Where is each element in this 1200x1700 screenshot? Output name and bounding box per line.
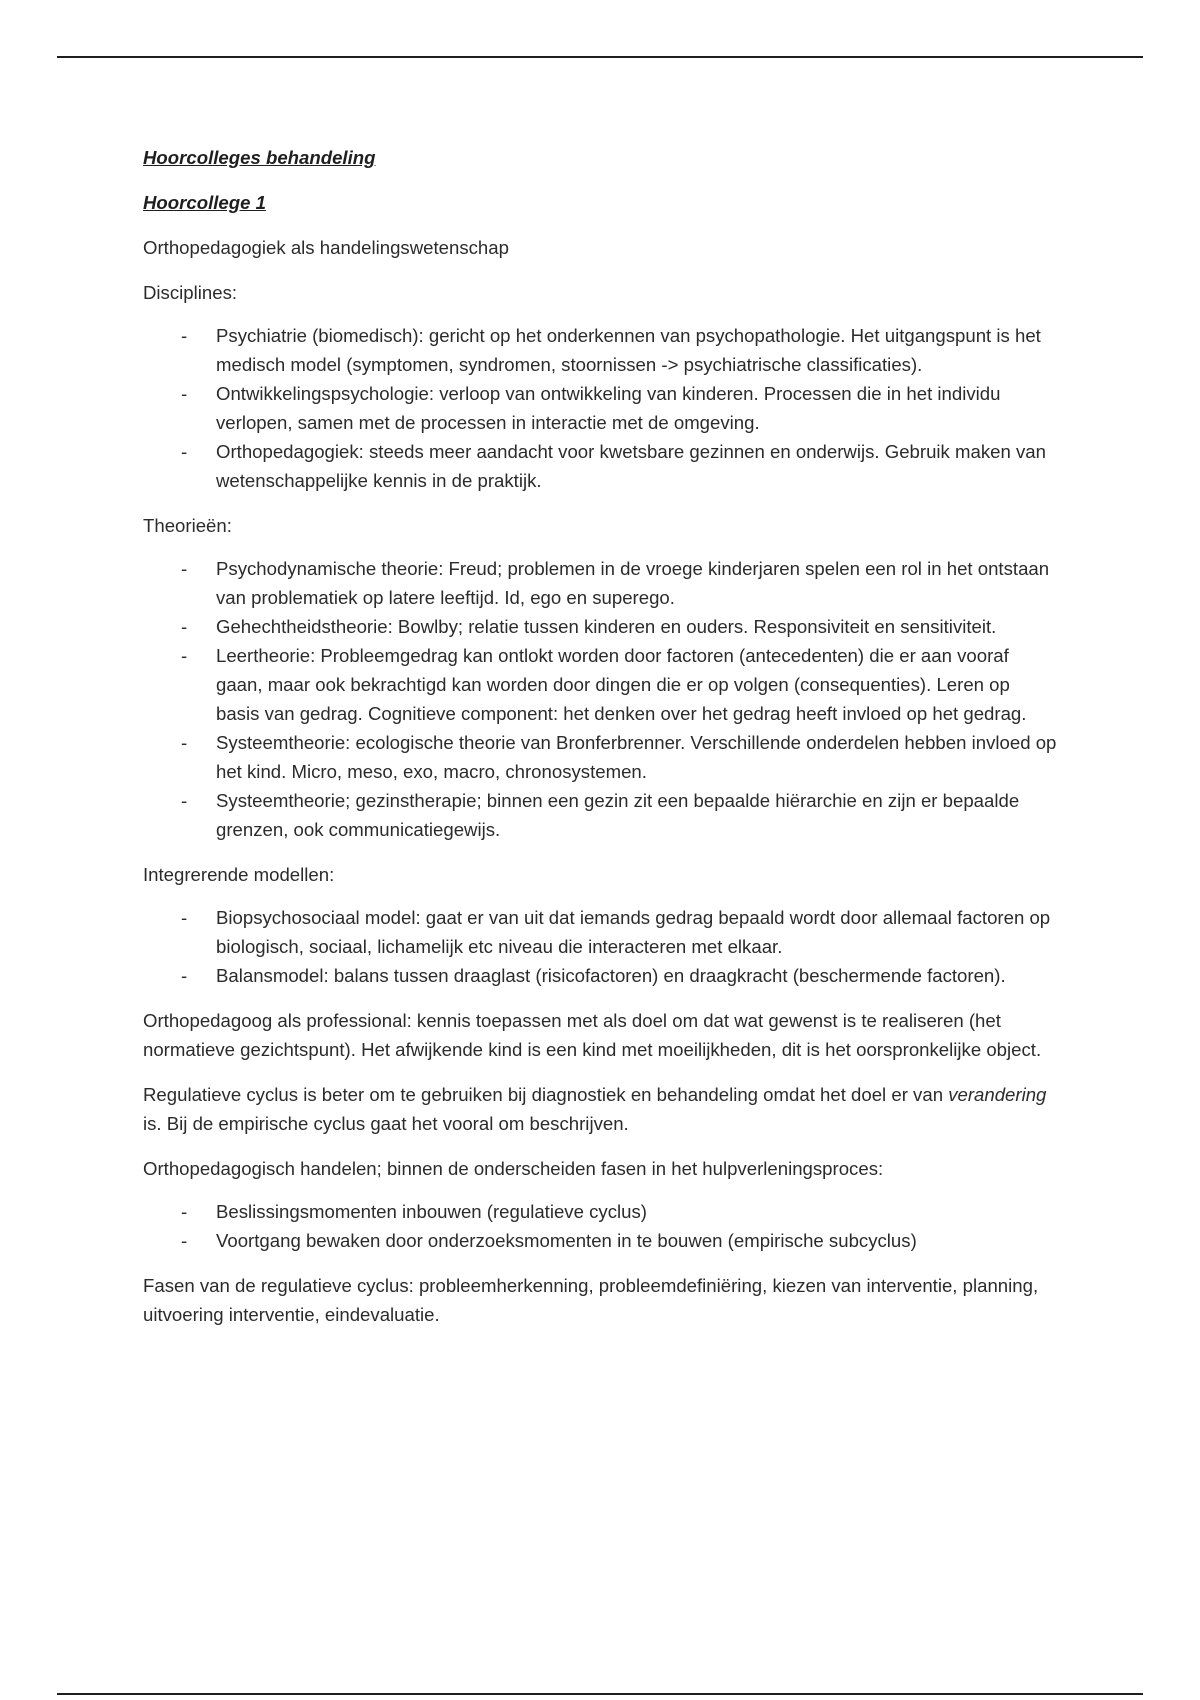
handling-list — [143, 1197, 1058, 1255]
handling-label: Orthopedagogisch handelen; binnen de onderscheiden fasen in het hulpverleningsproces: — [143, 1158, 884, 1179]
document-body — [143, 143, 1058, 1345]
header-rule — [57, 56, 1143, 58]
theories-list — [143, 554, 1058, 844]
list-item: - Orthopedagogiek: steeds meer aandacht voor kwetsbare gezinnen en onderwijs. Gebruik maken van wetenschappelijke kennis in de praktijk. — [143, 437, 1058, 495]
list-item: - Gehechtheidstheorie: Bowlby; relatie tussen kinderen en ouders. Responsiviteit en sensitiviteit. — [143, 612, 1058, 641]
list-item: - Psychiatrie (biomedisch): gericht op het onderkennen van psychopathologie. Het uitgangspunt is het medisch model (symptomen, syndromen, stoornissen -> psychiatrische classificaties). — [143, 321, 1058, 379]
list-item: - Psychodynamische theorie: Freud; problemen in de vroege kinderjaren spelen een rol in het ontstaan van problematiek op latere leeftijd. Id, ego en superego. — [143, 554, 1058, 612]
document-title: Hoorcolleges behandeling — [143, 147, 376, 168]
professional-paragraph: Orthopedagoog als professional: kennis toepassen met als doel om dat wat gewenst is te realiseren (het normatieve gezichtspunt). Het afwijkende kind is een kind met moeilijkheden, dit is het oorspronkelijke object. — [143, 1010, 1042, 1060]
list-item: - Systeemtheorie: ecologische theorie van Bronferbrenner. Verschillende onderdelen hebben invloed op het kind. Micro, meso, exo, macro, chronosystemen. — [143, 728, 1058, 786]
models-label: Integrerende modellen: — [143, 864, 335, 885]
disciplines-label: Disciplines: — [143, 282, 238, 303]
footer-rule — [57, 1693, 1143, 1695]
list-item: - Biopsychosociaal model: gaat er van uit dat iemands gedrag bepaald wordt door allemaal factoren op biologisch, sociaal, lichamelijk etc niveau die interacteren met elkaar. — [143, 903, 1058, 961]
list-item: - Ontwikkelingspsychologie: verloop van ontwikkeling van kinderen. Processen die in het individu verlopen, samen met de processen in interactie met de omgeving. — [143, 379, 1058, 437]
list-item: - Systeemtheorie; gezinstherapie; binnen een gezin zit een bepaalde hiërarchie en zijn er bepaalde grenzen, ook communicatiegewijs. — [143, 786, 1058, 844]
models-list — [143, 903, 1058, 990]
list-item: - Voortgang bewaken door onderzoeksmomenten in te bouwen (empirische subcyclus) — [143, 1226, 1058, 1255]
section-heading: Hoorcollege 1 — [143, 192, 266, 213]
regulative-emphasis: verandering — [948, 1084, 1047, 1105]
disciplines-list — [143, 321, 1058, 495]
list-item: - Leertheorie: Probleemgedrag kan ontlokt worden door factoren (antecedenten) die er aan vooraf gaan, maar ook bekrachtigd kan worden door dingen die er op volgen (consequenties). Leren op basis van gedrag. Cognitieve component: het denken over het gedrag heeft invloed op het gedrag. — [143, 641, 1058, 728]
regulative-text-before: Regulatieve cyclus is beter om te gebruiken bij diagnostiek en behandeling omdat het doel er van — [143, 1084, 949, 1105]
phases-paragraph: Fasen van de regulatieve cyclus: probleemherkenning, probleemdefiniëring, kiezen van interventie, planning, uitvoering interventie, eindevaluatie. — [143, 1275, 1039, 1325]
list-item: - Balansmodel: balans tussen draaglast (risicofactoren) en draagkracht (beschermende factoren). — [143, 961, 1058, 990]
list-item: - Beslissingsmomenten inbouwen (regulatieve cyclus) — [143, 1197, 1058, 1226]
intro-paragraph: Orthopedagogiek als handelingswetenschap — [143, 237, 509, 258]
regulative-paragraph — [143, 1080, 1058, 1138]
theories-label: Theorieën: — [143, 515, 232, 536]
regulative-text-after: is. Bij de empirische cyclus gaat het vooral om beschrijven. — [143, 1113, 629, 1134]
